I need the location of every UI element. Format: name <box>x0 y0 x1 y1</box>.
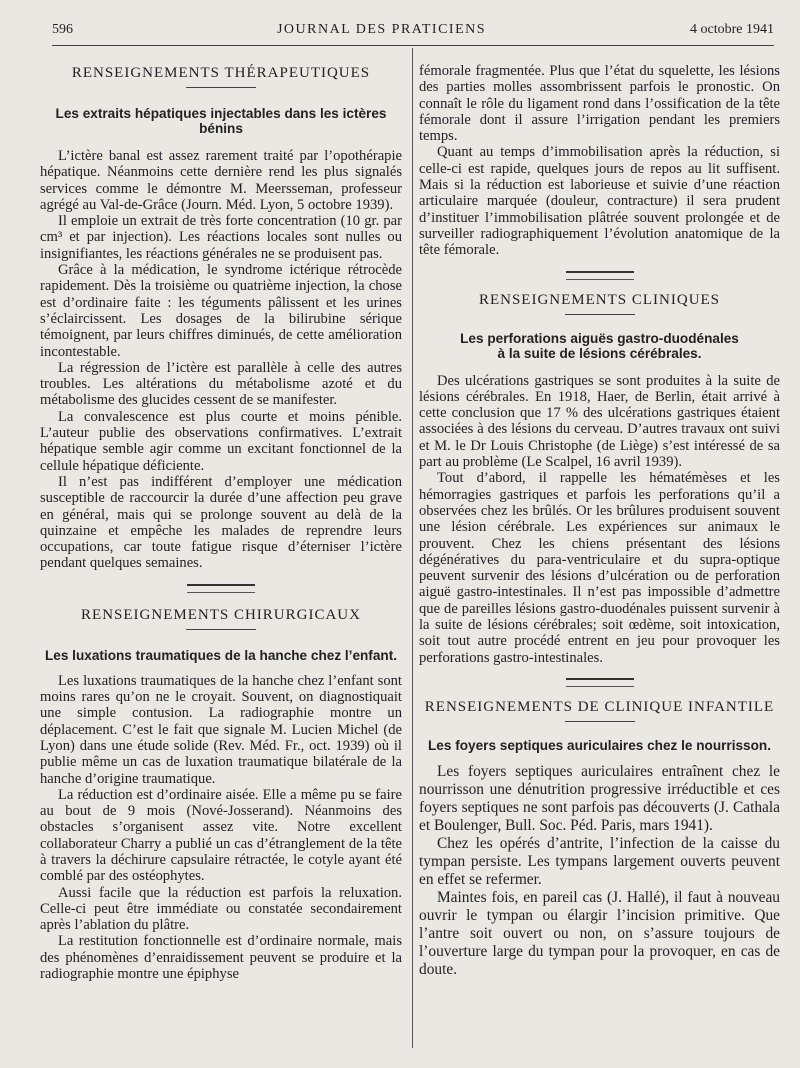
section-title-therapeutic: RENSEIGNEMENTS THÉRAPEUTIQUES <box>71 65 371 81</box>
paragraph: La régression de l’ictère est parallèle à celle des autres troubles. Les altérations du métabolisme azoté et du métabolisme des glucides cessent de se manifester. <box>40 359 402 409</box>
section-ornament <box>419 271 780 280</box>
section-underline <box>565 721 635 722</box>
paragraph: La convalescence est plus courte et moins pénible. L’auteur publie des observations confirmatives. L’extrait hépatique semble agir comme un excitant fonctionnel de la cellule hépatique déficiente. <box>40 408 402 474</box>
article-title-septic: Les foyers septiques auriculaires chez le nourrisson. <box>428 737 771 753</box>
article-title-hip: Les luxations traumatiques de la hanche chez l’enfant. <box>44 647 398 663</box>
paragraph: La restitution fonctionnelle est d’ordinaire normale, mais des phénomènes d’enraidissement peuvent se produire et la radiographie montre une épiphyse <box>40 933 402 983</box>
paragraph: Maintes fois, en pareil cas (J. Hallé), il faut à nouveau ouvrir le tympan ou élargir l’incision primitive. Que l’antre soit ouvert ou non, on s’assure toujours de l’ouverture large du tympan pour la provoquer, en cas de doute. <box>419 888 780 978</box>
right-column <box>419 55 780 979</box>
paragraph: Il n’est pas indifférent d’employer une médication susceptible de raccourcir la durée d’une affection peu grave en général, mais qui se prolonge souvent au delà de la quinzaine et empêche les malades de reprendre leurs occupations, car toute fatigue risque d’éterniser l’ictère pendant quelques semaines. <box>40 473 402 572</box>
column-divider <box>412 48 413 1048</box>
paragraph: L’ictère banal est assez rarement traité par l’opothérapie hépatique. Néanmoins cette dernière rend les plus signalés services comme le démontre M. Meersseman, professeur agrégé au Val-de-Grâce (Journ. Méd. Lyon, 5 octobre 1939). <box>40 148 402 213</box>
continuation-text <box>419 63 780 259</box>
surgical-section <box>40 607 402 983</box>
section-underline <box>186 629 256 630</box>
left-column <box>40 55 402 982</box>
pediatric-section <box>419 699 780 979</box>
paragraph: Tout d’abord, il rappelle les hématémèses et les hémorragies gastriques et parfois les perforations qu’il a observées chez les brûlés. Or les brûlures produisent souvent une lésion cérébrale. Les expériences sur animaux le prouvent. Chez les chiens présentant des lésions dégénératives du para-ventriculaire et du supra-optique peuvent survenir des lésions d’ulcération ou de perforation aiguë gastro-intestinales. Il n’est pas impossible d’admettre que de pareilles lésions gastro-duodénales puissent survenir à la suite de lésions cérébrales; soit œdème, soit intoxication, soit tout autre procédé entrent en jeu pour provoquer les perforations gastro-intestinales. <box>419 470 780 666</box>
paragraph: Chez les opérés d’antrite, l’infection de la caisse du tympan persiste. Les tympans largement ouverts peuvent en effet se refermer. <box>419 834 780 888</box>
section-title-pediatric: RENSEIGNEMENTS DE CLINIQUE INFANTILE <box>424 698 775 715</box>
paragraph: La réduction est d’ordinaire aisée. Elle a même pu se faire au bout de 9 mois (Nové-Josserand). Néanmoins des obstacles s’organisent assez vite. Notre excellent collaborateur Charry a publié un cas d’étranglement de la tête à travers la déchirure capsulaire rétractée, le cotyle ayant été comblé par des ostéophytes. <box>40 786 402 885</box>
article-title-perforations: Les perforations aiguës gastro-duodénales <box>460 330 739 346</box>
section-ornament <box>40 584 402 593</box>
section-title-surgical: RENSEIGNEMENTS CHIRURGICAUX <box>81 606 361 623</box>
page-header <box>52 20 774 40</box>
section-ornament <box>419 678 780 687</box>
section-underline <box>186 87 256 88</box>
paragraph: Aussi facile que la réduction est parfois la reluxation. Celle-ci peut être immédiate ou constatée secondairement après l’ablation du plâtre. <box>40 884 402 934</box>
article-title-perforations-line2: à la suite de lésions cérébrales. <box>497 345 702 361</box>
paragraph: Les luxations traumatiques de la hanche chez l’enfant sont moins rares qu’on ne le croyait. Souvent, on diagnostiquait une simple contusion. La radiographie montre un déplacement. C’est le fait que signale M. Lucien Michel (de Lyon) dans une étude solide (Rev. Méd. Fr., oct. 1939) où il publie même un cas de luxation traumatique bilatérale de la hanche d’origine traumatique. <box>40 672 402 787</box>
section-title-clinical: RENSEIGNEMENTS CLINIQUES <box>478 291 721 308</box>
therapeutic-section <box>40 65 402 572</box>
clinical-section <box>419 292 780 666</box>
paragraph: Il emploie un extrait de très forte concentration (10 gr. par cm³ et par injection). Les réactions locales sont nulles ou insignifiantes, les réactions générales ne se produisent pas. <box>40 213 402 262</box>
section-underline <box>565 314 635 315</box>
issue-date: 4 octobre 1941 <box>690 22 774 37</box>
article-title-hepatic: Les extraits hépatiques injectables dans les ictères bénins <box>55 106 387 136</box>
paragraph: Des ulcérations gastriques se sont produites à la suite de lésions cérébrales. En 1918, Haer, de Berlin, était arrivé à cette conclusion que 17 % des ulcérations gastriques étaient associées à des lésions du cerveau. D’autres travaux ont suivi et M. le Dr Louis Christophe (de Liège) s’est intéressé de sa part au problème (Le Scalpel, 16 avril 1939). <box>419 372 780 471</box>
paragraph: fémorale fragmentée. Plus que l’état du squelette, les lésions des parties molles assombrissent parfois le pronostic. On connaît le rôle du ligament rond dans l’ossification de la tête fémorale dont il assure l’irrigation pendant les premiers temps. <box>419 63 780 145</box>
journal-title: JOURNAL DES PRATICIENS <box>276 22 487 37</box>
paragraph: Grâce à la médication, le syndrome ictérique rétrocède rapidement. Dès la troisième ou quatrième injection, la chose est d’ordinaire faite : les téguments pâlissent et les urines s’éclaircissent. Les dosages de la bilirubine sérique témoignent, par leurs chiffres diminués, de cette amélioration incontestable. <box>40 262 402 360</box>
paragraph: Les foyers septiques auriculaires entraînent chez le nourrisson une dénutrition progressive irréductible et ces foyers septiques ne sont parfois pas découverts (J. Cathala et Boulenger, Bull. Soc. Péd. Paris, mars 1941). <box>419 762 780 834</box>
header-rule <box>52 45 774 46</box>
page-number: 596 <box>52 22 73 37</box>
paragraph: Quant au temps d’immobilisation après la réduction, si celle-ci est rapide, quelques jours de repos au lit suffisent. Mais si la réduction est laborieuse et suivie d’une réaction articulaire marquée (douleur, contracture) il sera prudent d’instituer l’immobilisation plâtrée souvent prolongée et de surveiller radiographiquement l’évolution anatomique de la tête fémorale. <box>419 144 780 259</box>
